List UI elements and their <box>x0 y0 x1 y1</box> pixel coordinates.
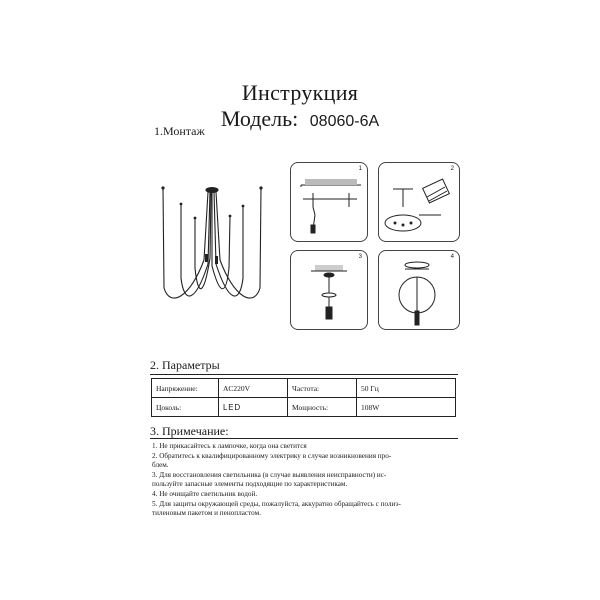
step-2-number: 2 <box>450 166 454 172</box>
step-3-number: 3 <box>358 254 362 260</box>
shade-install-icon <box>379 251 459 329</box>
section-params-heading: 2. Параметры <box>150 358 220 372</box>
mount-canopy-icon <box>291 251 367 329</box>
list-item: 5. Для защиты окружающей среды, пожалуйста, аккуратно обращайтесь с полиэ- <box>152 499 401 508</box>
parameters-table <box>151 378 456 417</box>
wiring-connection-icon <box>379 163 459 241</box>
list-item: 3. Для восстановления светильника (в случае выявления неисправности) ис- <box>152 470 387 479</box>
table-cell: 108W <box>357 398 456 417</box>
step-4-panel <box>378 250 460 330</box>
list-item: тиленовым пакетом и пенопластом. <box>152 509 261 518</box>
table-cell: Частота: <box>288 379 357 398</box>
notes-list <box>152 442 462 519</box>
step-4-number: 4 <box>450 254 454 260</box>
step-1-panel <box>290 162 368 242</box>
table-row <box>152 379 456 398</box>
table-cell: Напряжение: <box>152 379 219 398</box>
step-2-panel <box>378 162 460 242</box>
list-item: 1. Не прикасайтесь к лампочке, когда она светится <box>152 442 307 450</box>
model-label: Модель: <box>220 106 299 131</box>
model-number: 08060-6A <box>309 113 380 130</box>
ceiling-bracket-icon <box>291 163 367 241</box>
table-cell: AC220V <box>219 379 288 398</box>
table-cell: 50 Гц <box>357 379 456 398</box>
table-cell: Цоколь: <box>152 398 219 417</box>
table-cell: LED <box>219 398 288 417</box>
section-mount-heading: 1.Монтаж <box>154 124 205 138</box>
list-item: 2. Обратитесь к квалифицированному электрику в случае возникновения про- <box>152 451 392 460</box>
table-row <box>152 398 456 417</box>
list-item: блем. <box>152 461 169 470</box>
model-line <box>0 106 600 132</box>
section-notes-heading: 3. Примечание: <box>150 424 229 438</box>
document-title: Инструкция <box>241 80 359 105</box>
divider <box>150 438 458 439</box>
divider <box>150 374 458 375</box>
chandelier-illustration <box>150 168 278 318</box>
step-1-number: 1 <box>358 166 362 172</box>
list-item: 4. Не очищайте светильник водой. <box>152 489 258 498</box>
table-cell: Мощность: <box>288 398 357 417</box>
step-3-panel <box>290 250 368 330</box>
list-item: пользуйте запасные элементы подходящие по характеристикам. <box>152 480 348 489</box>
